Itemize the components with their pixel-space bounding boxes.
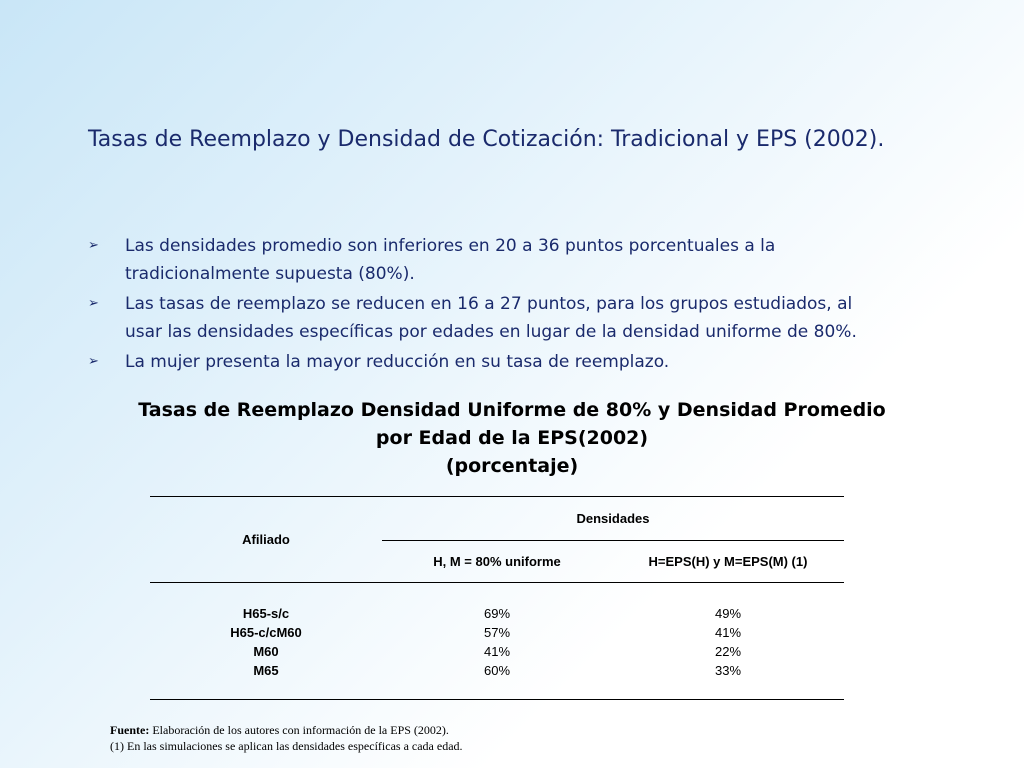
table-row bbox=[150, 604, 844, 623]
cell-uniform: 41% bbox=[483, 644, 511, 659]
source-label: Fuente: bbox=[110, 723, 150, 737]
cell-uniform: 69% bbox=[483, 606, 511, 621]
bullet-text: Las densidades promedio son inferiores en 20 a 36 puntos porcentuales a la tradicionalmente supuesta (80%). bbox=[125, 236, 776, 284]
bullet-text: La mujer presenta la mayor reducción en su tasa de reemplazo. bbox=[125, 352, 670, 372]
slide-title: Tasas de Reemplazo y Densidad de Cotización: Tradicional y EPS (2002). bbox=[88, 127, 885, 152]
cell-uniform: 57% bbox=[483, 625, 511, 640]
cell-eps: 49% bbox=[714, 606, 742, 621]
bullet-item bbox=[88, 348, 888, 376]
arrow-bullet-icon: ➢ bbox=[88, 238, 99, 253]
data-table bbox=[150, 496, 844, 700]
bullet-item bbox=[88, 290, 888, 346]
header-uniform-density: H, M = 80% uniforme bbox=[433, 553, 561, 569]
table-row bbox=[150, 623, 844, 642]
cell-eps: 41% bbox=[714, 625, 742, 640]
header-divider bbox=[150, 582, 844, 583]
table-title bbox=[100, 396, 924, 480]
arrow-bullet-icon: ➢ bbox=[88, 296, 99, 311]
source-text: Elaboración de los autores con información de la EPS (2002). bbox=[149, 723, 449, 737]
table-row bbox=[150, 661, 844, 680]
cell-uniform: 60% bbox=[483, 663, 511, 678]
header-eps-density: H=EPS(H) y M=EPS(M) (1) bbox=[648, 553, 808, 569]
table-row bbox=[150, 642, 844, 661]
header-afiliado: Afiliado bbox=[242, 532, 290, 547]
cell-afiliado: H65-s/c bbox=[242, 606, 290, 621]
footnotes bbox=[110, 722, 810, 754]
cell-eps: 33% bbox=[714, 663, 742, 678]
table-body bbox=[150, 604, 844, 680]
footnote-1: (1) En las simulaciones se aplican las densidades específicas a cada edad. bbox=[110, 739, 463, 753]
table-title-line: Tasas de Reemplazo Densidad Uniforme de 80% y Densidad Promedio bbox=[138, 399, 886, 421]
cell-afiliado: M65 bbox=[253, 663, 279, 678]
cell-eps: 22% bbox=[714, 644, 742, 659]
source-note bbox=[110, 722, 810, 738]
header-densidades: Densidades bbox=[382, 497, 844, 541]
bullet-list bbox=[88, 232, 888, 378]
table-title-line: por Edad de la EPS(2002) bbox=[375, 427, 649, 449]
bullet-item bbox=[88, 232, 888, 288]
table-title-line: (porcentaje) bbox=[445, 455, 579, 477]
cell-afiliado: M60 bbox=[253, 644, 279, 659]
cell-afiliado: H65-c/cM60 bbox=[230, 625, 302, 640]
arrow-bullet-icon: ➢ bbox=[88, 354, 99, 369]
bullet-text: Las tasas de reemplazo se reducen en 16 a 27 puntos, para los grupos estudiados, al usar las densidades específicas por edades en lugar de la densidad uniforme de 80%. bbox=[125, 294, 857, 342]
